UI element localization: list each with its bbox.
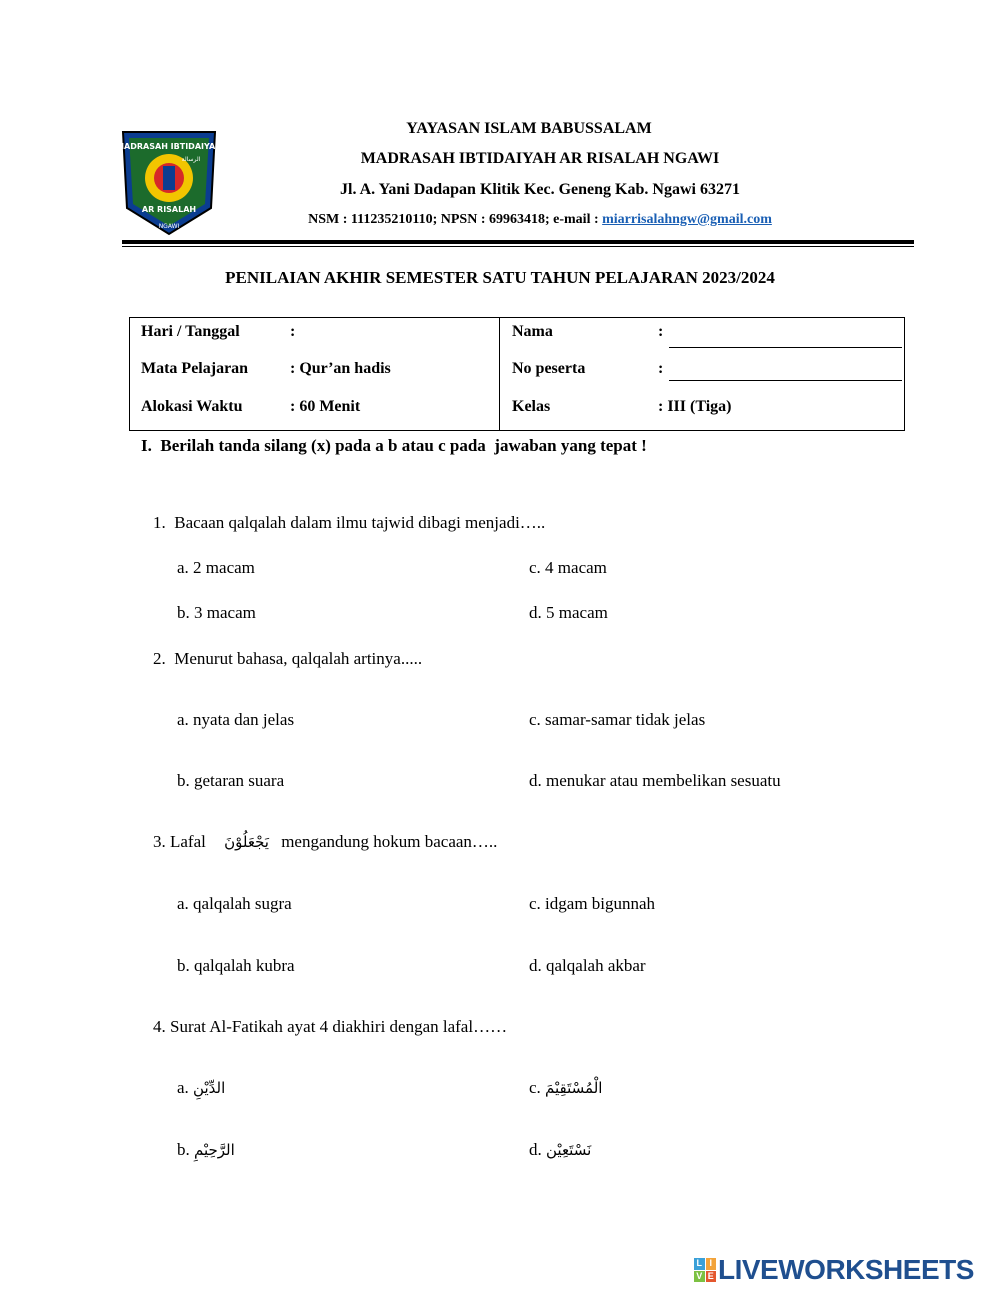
number-blank-line[interactable] [669, 380, 902, 381]
day-label: Hari / Tanggal [141, 323, 240, 340]
q2-option-d[interactable]: d. menukar atau membelikan sesuatu [529, 771, 781, 790]
q4-option-b-arabic: الرَّحِيْمِ [194, 1141, 235, 1159]
q4-option-d-label: d. [529, 1140, 542, 1159]
mark-letter-e: E [706, 1271, 717, 1283]
q1-option-d[interactable]: d. 5 macam [529, 603, 608, 622]
student-info-box [129, 317, 905, 431]
school-ids-text: NSM : 111235210110; NPSN : 69963418; e-mail : [308, 212, 603, 227]
liveworksheets-logo [694, 1256, 974, 1284]
q1-option-c[interactable]: c. 4 macam [529, 558, 607, 577]
q4-option-c-label: c. [529, 1078, 541, 1097]
subject-value: : Qur’an hadis [290, 360, 391, 377]
q4-option-a-arabic: الدِّيْنِ [193, 1079, 226, 1097]
liveworksheets-mark-icon [694, 1258, 716, 1282]
question-2: 2. Menurut bahasa, qalqalah artinya..... [153, 649, 423, 668]
q3-option-a[interactable]: a. qalqalah sugra [177, 894, 292, 913]
header-rule-thin [122, 246, 914, 247]
name-colon: : [658, 323, 664, 340]
liveworksheets-wordmark: LIVEWORKSHEETS [718, 1254, 974, 1285]
info-divider [499, 318, 500, 430]
q4-option-d[interactable] [529, 1140, 591, 1160]
logo-bottom-text: AR RISALAH [141, 205, 197, 214]
q3-option-d[interactable]: d. qalqalah akbar [529, 956, 646, 975]
day-value: : [290, 323, 296, 340]
school-email-link[interactable]: miarrisalahngw@gmail.com [602, 212, 772, 227]
school-name: MADRASAH IBTIDAIYAH AR RISALAH NGAWI [360, 150, 720, 167]
q4-option-d-arabic: نَسْتَعِيْن [546, 1141, 592, 1159]
class-value: : III (Tiga) [658, 398, 732, 415]
time-value: : 60 Menit [290, 398, 361, 415]
mark-letter-v: V [694, 1271, 705, 1283]
q3-arabic-word: يَجْعَلُوْنَ [224, 833, 269, 851]
logo-arabic-text: الرسالة [181, 156, 201, 163]
exam-title: PENILAIAN AKHIR SEMESTER SATU TAHUN PELAJARAN 2023/2024 [225, 268, 775, 287]
q3-option-b[interactable]: b. qalqalah kubra [177, 956, 295, 975]
school-ids [40, 212, 1000, 228]
q4-option-b-label: b. [177, 1140, 190, 1159]
q4-option-b[interactable] [177, 1140, 235, 1160]
instruction: I. Berilah tanda silang (x) pada a b atau c pada jawaban yang tepat ! [141, 436, 647, 455]
logo-top-text: MADRASAH IBTIDAIYAH [119, 142, 219, 151]
q1-option-a[interactable]: a. 2 macam [177, 558, 255, 577]
q4-option-a-label: a. [177, 1078, 189, 1097]
mark-letter-l: L [694, 1258, 705, 1270]
number-colon: : [658, 360, 664, 377]
q2-option-c[interactable]: c. samar-samar tidak jelas [529, 710, 706, 729]
logo-city-text: NGAWI [158, 223, 180, 230]
q1-option-b[interactable]: b. 3 macam [177, 603, 256, 622]
class-label: Kelas [512, 398, 551, 415]
q4-option-c[interactable] [529, 1078, 602, 1098]
question-4: 4. Surat Al-Fatikah ayat 4 diakhiri dengan lafal…… [153, 1017, 508, 1036]
q3-option-c[interactable]: c. idgam bigunnah [529, 894, 656, 913]
foundation-name: YAYASAN ISLAM BABUSSALAM [406, 120, 652, 137]
q3-text-after: mengandung hokum bacaan….. [281, 832, 498, 851]
q3-text-before: 3. Lafal [153, 832, 206, 851]
question-1: 1. Bacaan qalqalah dalam ilmu tajwid dibagi menjadi….. [153, 513, 546, 532]
school-address: Jl. A. Yani Dadapan Klitik Kec. Geneng Kab. Ngawi 63271 [340, 181, 740, 198]
question-3 [153, 832, 497, 852]
mark-letter-i: I [706, 1258, 717, 1270]
q4-option-a[interactable] [177, 1078, 225, 1098]
name-label: Nama [512, 323, 553, 340]
q2-option-a[interactable]: a. nyata dan jelas [177, 710, 295, 729]
time-label: Alokasi Waktu [141, 398, 243, 415]
name-blank-line[interactable] [669, 347, 902, 348]
q2-option-b[interactable]: b. getaran suara [177, 771, 285, 790]
q4-option-c-arabic: الْمُسْتَقِيْمَ [545, 1079, 603, 1097]
subject-label: Mata Pelajaran [141, 360, 249, 377]
number-label: No peserta [512, 360, 586, 377]
header-rule-thick [122, 240, 914, 244]
